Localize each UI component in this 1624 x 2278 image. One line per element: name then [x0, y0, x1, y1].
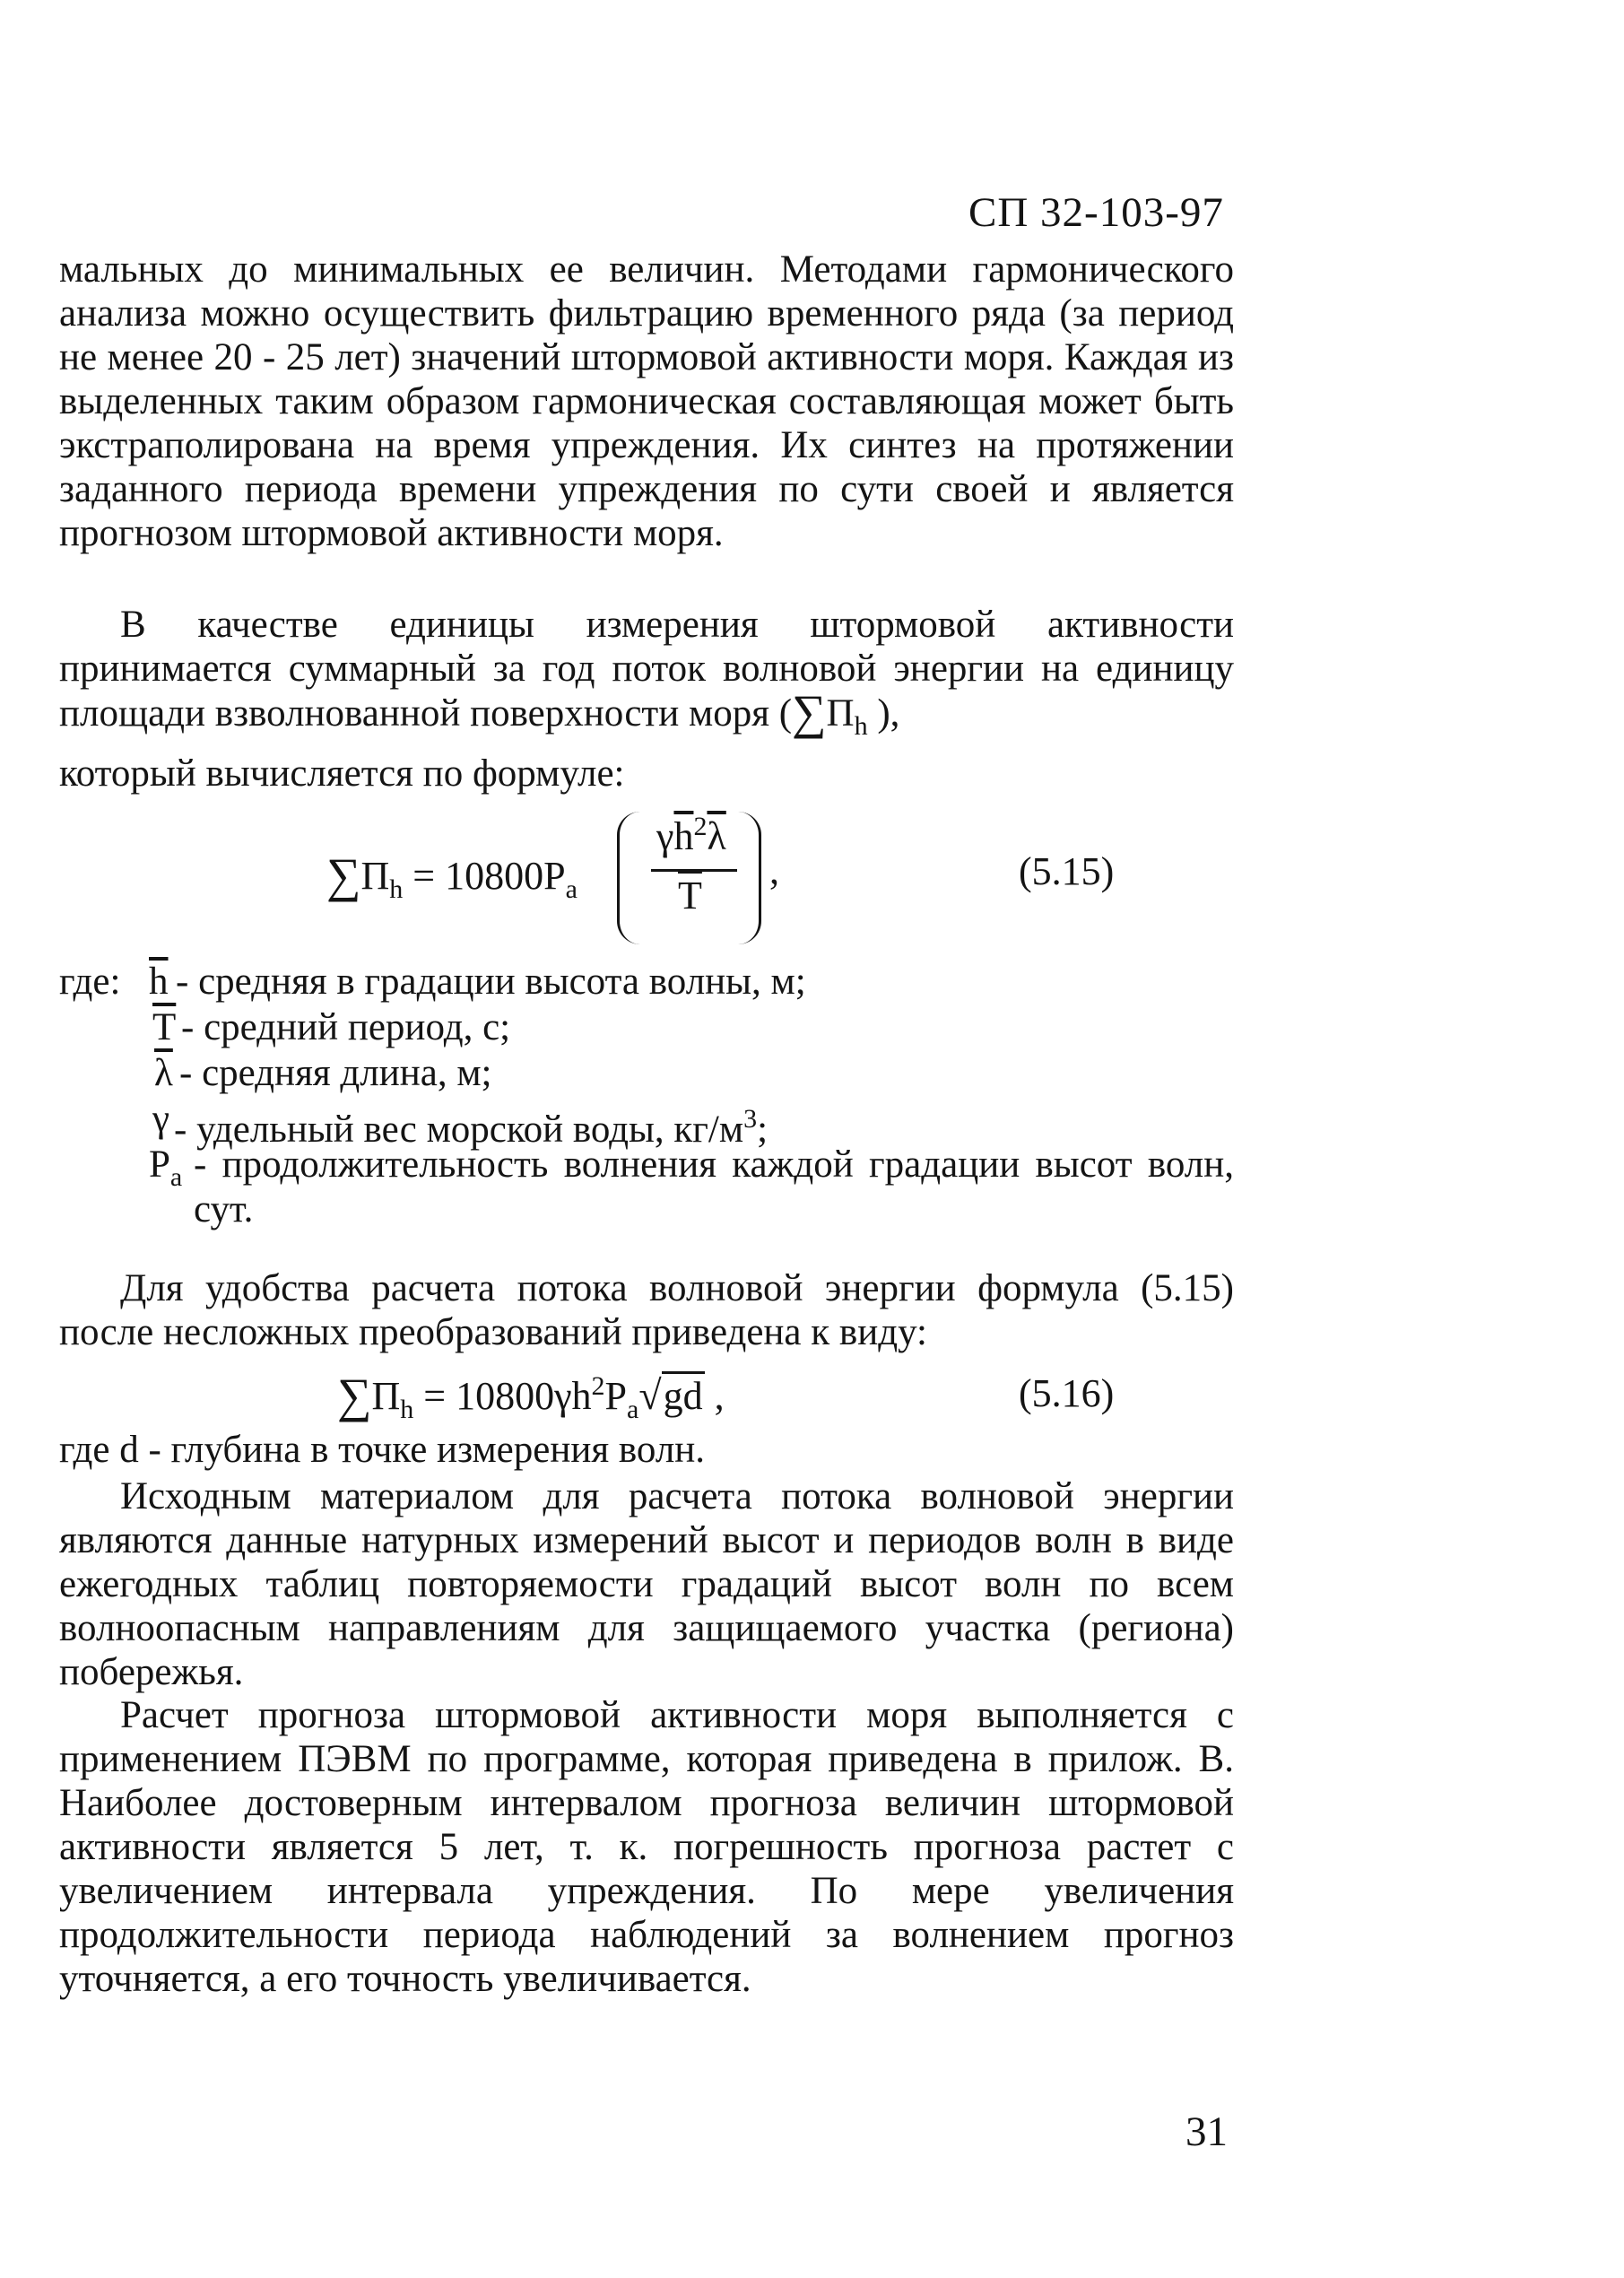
paragraph-4-text: где d - глубина в точке измерения волн. — [59, 1429, 706, 1471]
fraction-denominator — [678, 873, 702, 918]
energy-flow-subscript: h — [389, 874, 404, 904]
definition-row — [59, 1143, 1234, 1232]
definition-text-main: - удельный вес морской воды, кг/м — [174, 1109, 744, 1151]
fraction-numerator — [656, 812, 726, 859]
definition-text: - средняя длина, м; — [179, 1052, 492, 1094]
equation-number-5-16: (5.16) — [1019, 1371, 1115, 1415]
variable-definitions — [59, 960, 1234, 1232]
h-bar-symbol: $\overline{h}$ — [673, 814, 694, 858]
energy-flow-subscript: h — [400, 1395, 414, 1424]
exponent: 3 — [743, 1104, 758, 1134]
energy-flow-symbol: П — [360, 854, 390, 898]
paragraph-2-end: ), — [867, 692, 900, 735]
gamma-symbol: γ — [656, 814, 674, 858]
paragraph-4 — [59, 1428, 1234, 1472]
fraction-bar — [651, 869, 737, 872]
paragraph-2 — [59, 603, 1234, 796]
formula-5-16-main: = 10800γh — [413, 1374, 592, 1418]
paragraph-3 — [59, 1266, 1234, 1354]
paragraph-6-text: Расчет прогноза штормовой активности моря выполняется с применением ПЭВМ по программе, которая приведена в прилож. В. Наиболее достоверным интервалом прогноза величин штормовой активности является 5 лет, т. к. погрешность прогноза растет с увеличением интервала упреждения. По мере увеличения продолжительности периода наблюдений за волнением прогноз уточняется, а его точность увеличивается. — [59, 1694, 1234, 2000]
duration-symbol: P — [604, 1374, 628, 1418]
definition-symbol: $\overline{h}$ — [149, 961, 169, 1003]
duration-subscript: a — [565, 874, 578, 904]
definitions-intro: где: — [59, 961, 121, 1003]
definition-symbol-subscript: a — [169, 1162, 183, 1192]
h-exponent: 2 — [693, 812, 708, 841]
formula-5-15-lhs — [326, 848, 578, 905]
definition-text-tail: ; — [757, 1109, 769, 1151]
equation-number-5-15: (5.15) — [1019, 849, 1115, 893]
page-number: 31 — [1185, 2108, 1228, 2155]
paragraph-1-text: мальных до минимальных ее величин. Методами гармонического анализа можно осуществить фильтрацию временного ряда (за период не менее 20 - 25 лет) значений штормовой активности моря. Каждая из выделенных таким образом гармоническая составляющая может быть экстраполирована на время упреждения. Их синтез на протяжении заданного периода времени упреждения по сути своей и является прогнозом штормовой активности моря. — [59, 248, 1234, 554]
paragraph-6 — [59, 1693, 1234, 2001]
paragraph-2-text — [59, 603, 1234, 748]
h-exponent: 2 — [591, 1371, 605, 1401]
formula-5-15-comma: , — [769, 848, 779, 892]
paragraph-1 — [59, 248, 1234, 555]
paragraph-3-text: Для удобства расчета потока волновой энергии формула (5.15) после несложных преобразований приведена к виду: — [59, 1267, 1234, 1353]
paragraph-2-main: В качестве единицы измерения штормовой активности принимается суммарный за год поток волновой энергии на единицу площади взволнованной поверхности моря ( — [59, 604, 1234, 735]
definition-text: - средняя в градации высота волны, м; — [176, 961, 806, 1003]
sigma-symbol: ∑ — [337, 1369, 372, 1422]
definition-symbol: $\overline{\lambda}$ — [154, 1052, 173, 1094]
energy-flow-symbol: П — [826, 692, 855, 735]
definition-text: - средний период, с; — [181, 1006, 511, 1048]
left-parenthesis — [617, 812, 643, 944]
sqrt-body: gd — [662, 1371, 705, 1418]
formula-5-15-equals: = 10800P — [403, 854, 566, 898]
sigma-symbol: ∑ — [326, 848, 361, 902]
right-parenthesis — [735, 812, 761, 944]
sqrt-icon: √ — [638, 1372, 662, 1418]
document-code: СП 32-103-97 — [968, 189, 1224, 236]
definition-row — [59, 1097, 1234, 1151]
definition-symbol: γ — [152, 1098, 170, 1140]
definition-symbol: $\overline{T}$ — [152, 1006, 177, 1048]
energy-flow-symbol: П — [371, 1374, 401, 1418]
lambda-bar-symbol: $\overline{\lambda}$ — [707, 814, 726, 858]
paragraph-5 — [59, 1474, 1234, 1694]
formula-5-16-comma: , — [704, 1374, 725, 1418]
duration-subscript: a — [627, 1395, 639, 1424]
formula-5-16 — [337, 1368, 725, 1425]
sigma-symbol: ∑ — [792, 685, 827, 739]
definition-row — [59, 1051, 1234, 1097]
definition-symbol-main: P — [149, 1143, 170, 1186]
energy-flow-subscript: h — [854, 711, 868, 741]
definition-text: - продолжительность волнения каждой градации высот волн, сут. — [194, 1143, 1234, 1230]
t-bar-symbol: $\overline{T}$ — [678, 874, 702, 917]
definition-row — [59, 960, 1234, 1005]
paragraph-2-line2: который вычисляется по формуле: — [59, 752, 625, 795]
definition-row — [59, 1005, 1234, 1051]
paragraph-5-text: Исходным материалом для расчета потока волновой энергии являются данные натурных измерений высот и периодов волн в виде ежегодных таблиц повторяемости градаций высот волн по всем волноопасным направлениям для защищаемого участка (региона) побережья. — [59, 1475, 1234, 1693]
